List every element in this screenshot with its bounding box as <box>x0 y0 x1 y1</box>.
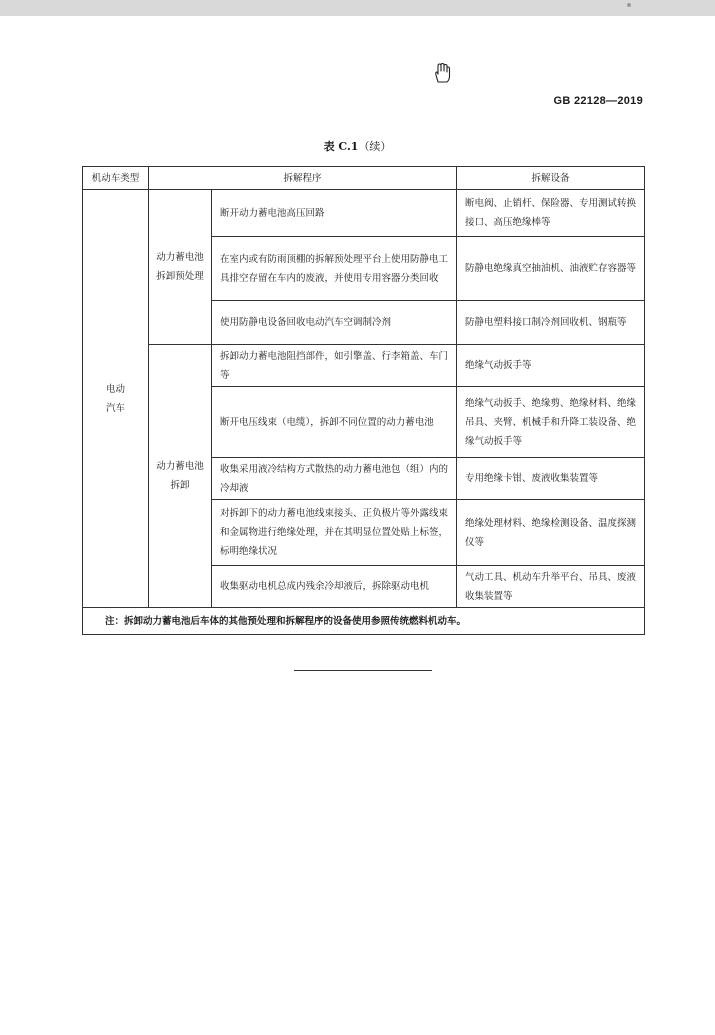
table-note-row <box>83 608 645 635</box>
header-procedure: 拆解程序 <box>149 167 457 190</box>
table-title-number: 表 C.1 <box>323 140 359 153</box>
vehicle-type-label: 电动 汽车 <box>105 383 125 414</box>
table-row <box>83 345 645 387</box>
procedure-cell: 断开电压线束（电缆），拆卸不同位置的动力蓄电池 <box>212 387 457 458</box>
equipment-cell: 绝缘气动扳手、绝缘剪、绝缘材料、绝缘吊具、夹臂、机械手和升降工装设备、绝缘气动扳手等 <box>457 387 645 458</box>
equipment-cell: 绝缘气动扳手等 <box>457 345 645 387</box>
equipment-cell: 气动工具、机动车升举平台、吊具、废液收集装置等 <box>457 566 645 608</box>
procedure-cell: 使用防静电设备回收电动汽车空调制冷剂 <box>212 301 457 345</box>
end-rule <box>294 670 432 671</box>
header-vehicle-type: 机动车类型 <box>83 167 149 190</box>
table-header-row <box>83 167 645 190</box>
stage-label: 动力蓄电池 拆卸预处理 <box>156 252 204 282</box>
disassembly-table <box>82 166 645 635</box>
equipment-cell: 防静电塑料接口制冷剂回收机、钢瓶等 <box>457 301 645 345</box>
table-note: 注：拆卸动力蓄电池后车体的其他预处理和拆解程序的设备使用参照传统燃料机动车。 <box>83 608 645 635</box>
equipment-cell: 断电阀、止销杆、保险器、专用测试转换接口、高压绝缘棒等 <box>457 190 645 237</box>
status-dot <box>627 3 631 7</box>
procedure-cell: 拆卸动力蓄电池阻挡部件，如引擎盖、行李箱盖、车门等 <box>212 345 457 387</box>
table-title-suffix: （续） <box>358 140 392 153</box>
stage-cell <box>149 345 212 608</box>
hand-cursor-icon <box>432 62 452 84</box>
vehicle-type-cell <box>83 190 149 608</box>
procedure-cell: 收集驱动电机总成内残余冷却液后，拆除驱动电机 <box>212 566 457 608</box>
procedure-cell: 在室内或有防雨顶棚的拆解预处理平台上使用防静电工具排空存留在车内的废液，并使用专用容器分类回收 <box>212 237 457 301</box>
equipment-cell: 防静电绝缘真空抽油机、油液贮存容器等 <box>457 237 645 301</box>
procedure-cell: 断开动力蓄电池高压回路 <box>212 190 457 237</box>
table-title <box>0 138 715 154</box>
viewer-top-bar <box>0 0 715 16</box>
equipment-cell: 专用绝缘卡钳、废液收集装置等 <box>457 458 645 500</box>
procedure-cell: 对拆卸下的动力蓄电池线束接头、正负极片等外露线束和金属物进行绝缘处理，并在其明显位置处贴上标签，标明绝缘状况 <box>212 500 457 566</box>
standard-code: GB 22128—2019 <box>553 95 643 107</box>
header-equipment: 拆解设备 <box>457 167 645 190</box>
equipment-cell: 绝缘处理材料、绝缘检测设备、温度探测仪等 <box>457 500 645 566</box>
procedure-cell: 收集采用液冷结构方式散热的动力蓄电池包（组）内的冷却液 <box>212 458 457 500</box>
stage-cell <box>149 190 212 345</box>
table-row <box>83 190 645 237</box>
stage-label: 动力蓄电池 拆卸 <box>156 461 204 491</box>
